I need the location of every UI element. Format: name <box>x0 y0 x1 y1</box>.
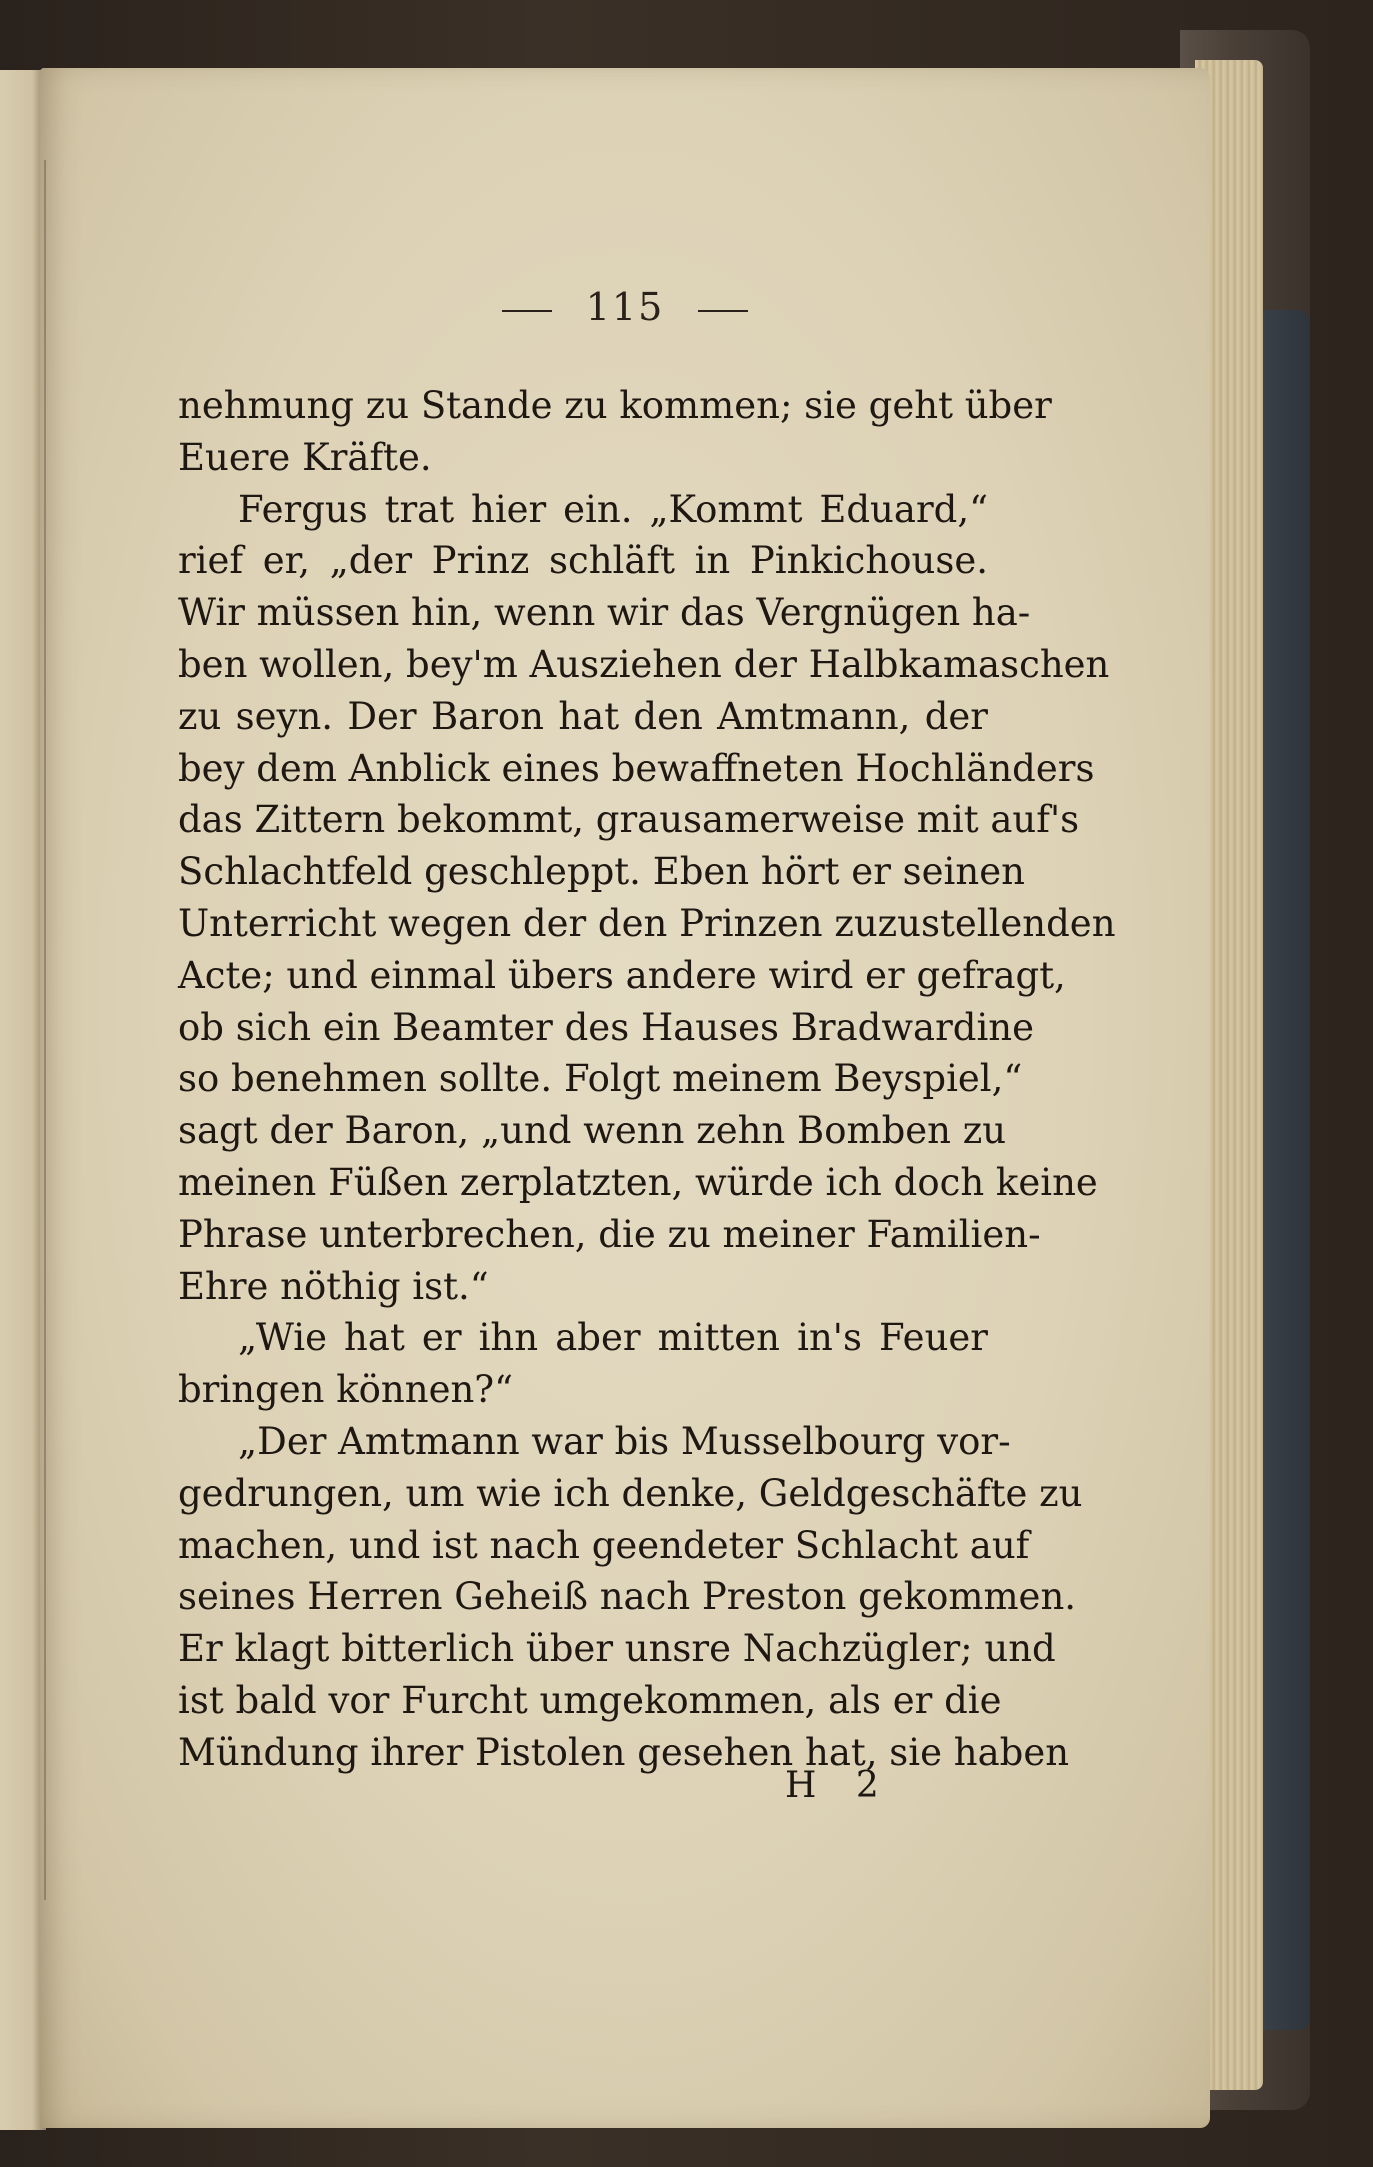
text-line: Unterricht wegen der den Prinzen zuzustellenden <box>178 901 1116 945</box>
text-line: bey dem Anblick eines bewaffneten Hochländers <box>178 746 1095 790</box>
text-line: Euere Kräfte. <box>178 435 432 479</box>
page-header <box>40 285 1210 329</box>
text-line: Acte; und einmal übers andere wird er gefragt, <box>178 953 1066 997</box>
text-line: ben wollen, bey'm Ausziehen der Halbkamaschen <box>178 642 1110 686</box>
text-line: Mündung ihrer Pistolen gesehen hat, sie haben <box>178 1730 1070 1774</box>
text-line: Phrase unterbrechen, die zu meiner Familien- <box>178 1212 1041 1256</box>
text-line: zu seyn. Der Baron hat den Amtmann, der <box>178 694 988 738</box>
text-line: Ehre nöthig ist.“ <box>178 1264 489 1308</box>
text-line: so benehmen sollte. Folgt meinem Beyspiel,“ <box>178 1057 1023 1101</box>
text-line: bringen können?“ <box>178 1368 514 1412</box>
text-line: rief er, „der Prinz schläft in Pinkichouse. <box>178 539 988 583</box>
gutter-line <box>44 160 46 1900</box>
text-line: Er klagt bitterlich über unsre Nachzügler; und <box>178 1627 1056 1671</box>
signature-mark: H 2 <box>785 1765 893 1806</box>
text-line: nehmung zu Stande zu kommen; sie geht über <box>178 384 1052 427</box>
book-cover-board <box>1262 310 1310 2030</box>
text-line: sagt der Baron, „und wenn zehn Bomben zu <box>178 1109 1007 1153</box>
body-text <box>178 380 1116 1779</box>
text-line: Fergus trat hier ein. „Kommt Eduard,“ <box>238 487 988 531</box>
text-line: meinen Füßen zerplatzten, würde ich doch keine <box>178 1160 1098 1204</box>
text-line: seines Herren Geheiß nach Preston gekommen. <box>178 1575 1077 1619</box>
text-line: Wir müssen hin, wenn wir das Vergnügen ha- <box>178 591 1031 635</box>
text-line: ob sich ein Beamter des Hauses Bradwardine <box>178 1005 1035 1049</box>
header-dash-left <box>502 310 552 312</box>
text-line: Schlachtfeld geschleppt. Eben hört er seinen <box>178 850 1025 894</box>
text-line: „Der Amtmann war bis Musselbourg vor- <box>238 1419 1011 1463</box>
text-line: das Zittern bekommt, grausamerweise mit auf's <box>178 798 1080 842</box>
header-dash-right <box>698 310 748 312</box>
text-line: ist bald vor Furcht umgekommen, als er die <box>178 1678 1002 1722</box>
page-number: 115 <box>585 285 665 329</box>
text-line: machen, und ist nach geendeter Schlacht auf <box>178 1523 1030 1567</box>
text-line: gedrungen, um wie ich denke, Geldgeschäfte zu <box>178 1471 1083 1515</box>
text-line: „Wie hat er ihn aber mitten in's Feuer <box>238 1316 988 1360</box>
